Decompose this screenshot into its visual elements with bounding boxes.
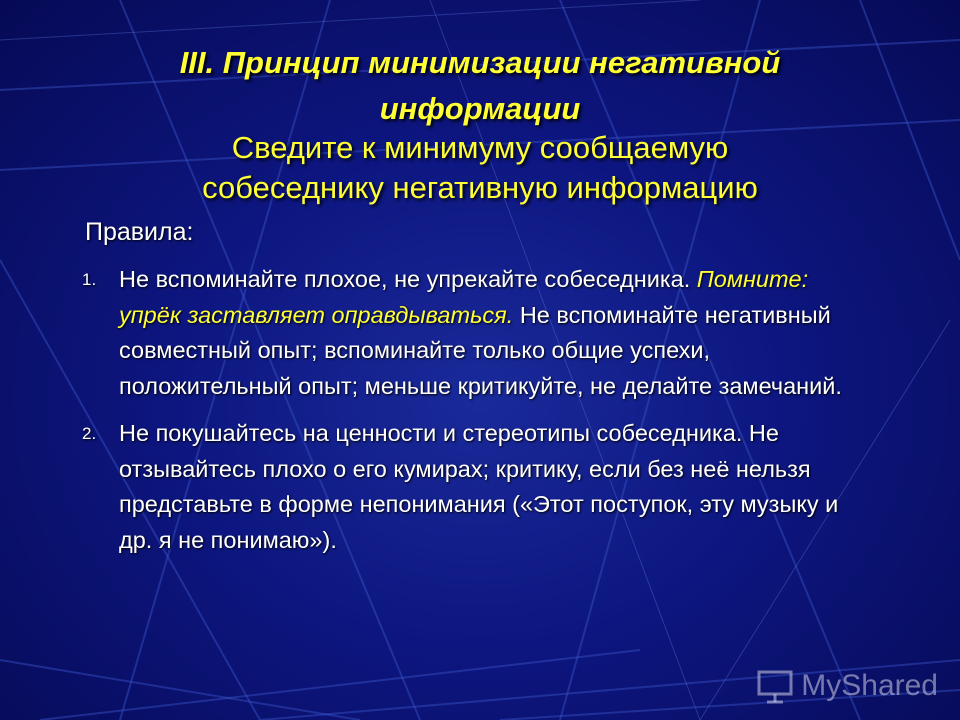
list-item-text-continued: Не вспоминайте негативный совместный опыт; вспоминайте только общие успехи, положительный опыт; меньше критикуйте, не делайте замечаний. (119, 301, 842, 399)
slide-subtitle (60, 128, 900, 208)
subtitle-line-2: собеседнику негативную информацию (202, 170, 758, 205)
list-item (82, 262, 862, 404)
slide-title (60, 40, 900, 132)
list-item-text: Не покушайтесь на ценности и стереотипы собеседника. Не отзывайтесь плохо о его кумирах; критику, если без неё нельзя представьте в форме непонимания («Этот поступок, эту музыку и др. я не понимаю»). (119, 420, 839, 553)
title-line-2: информации (379, 91, 581, 126)
list-item (82, 416, 862, 558)
list-item-highlight: Помните: упрёк заставляет оправдываться. (119, 266, 809, 328)
list-item-number: 1. (82, 270, 97, 289)
watermark-text: MyShared (801, 669, 938, 702)
rules-label: Правила: (85, 218, 194, 246)
rules-list (82, 262, 862, 570)
list-item-text: Не вспоминайте плохое, не упрекайте собеседника. (119, 266, 691, 292)
watermark (755, 666, 938, 706)
subtitle-line-1: Сведите к минимуму сообщаемую (231, 130, 729, 165)
presentation-icon (755, 666, 795, 706)
list-item-number: 2. (82, 424, 97, 443)
title-line-1: III. Принцип минимизации негативной (179, 45, 781, 80)
